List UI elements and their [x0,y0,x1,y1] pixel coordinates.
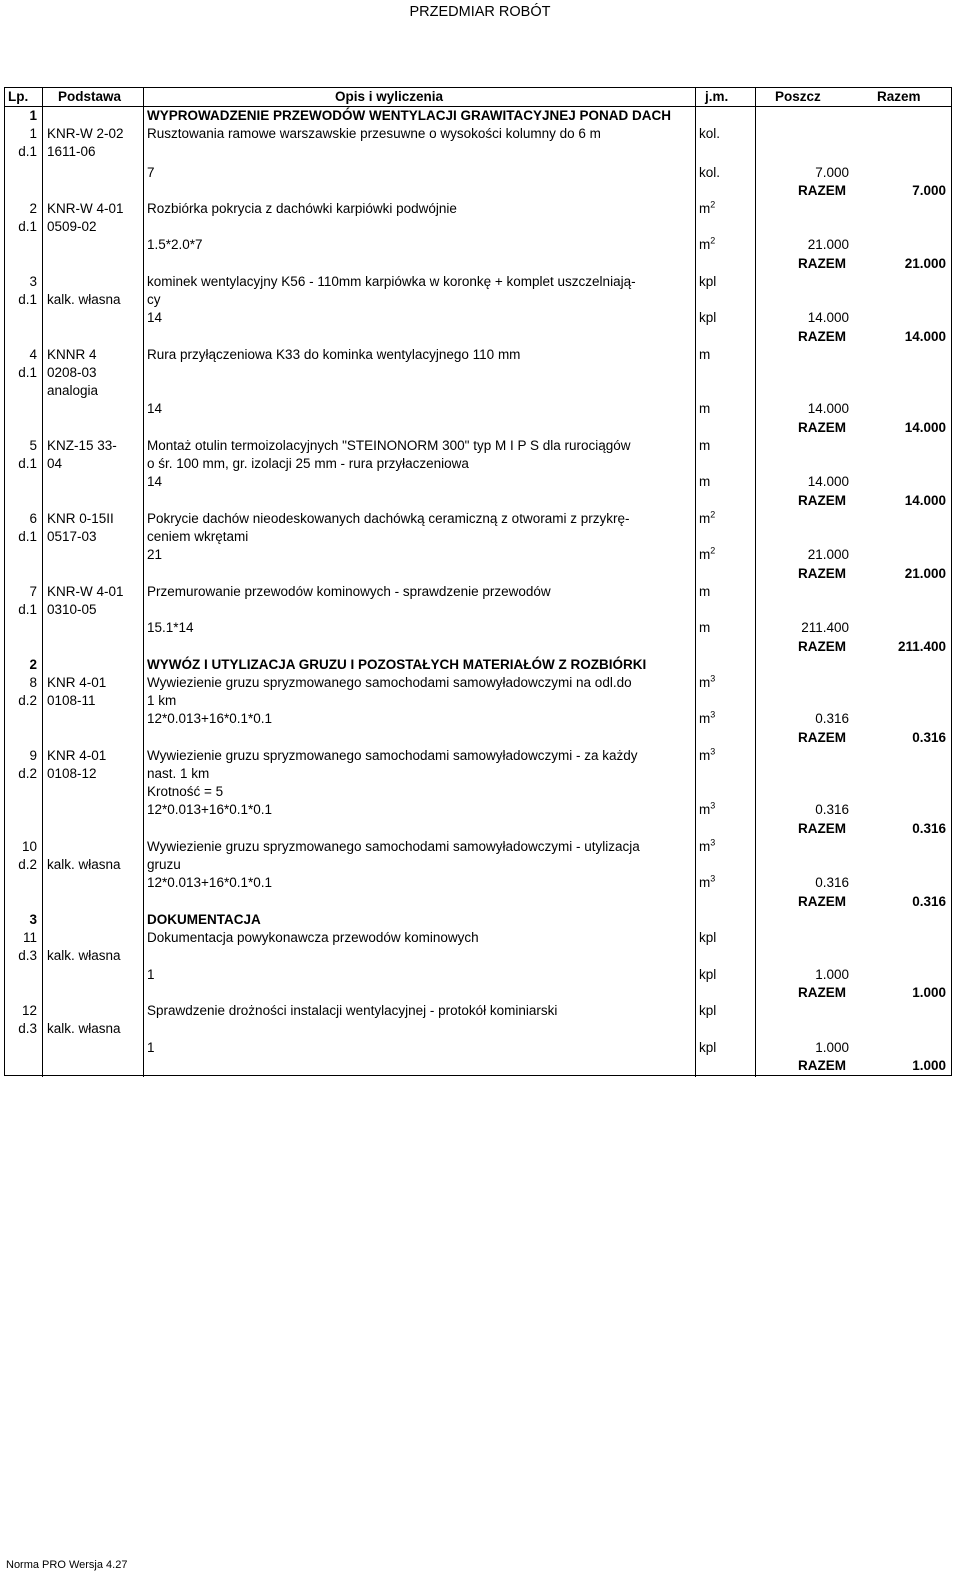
section-title: WYPROWADZENIE PRZEWODÓW WENTYLACJI GRAWITACYJNEJ PONAD DACH [147,108,672,123]
razem-value: 14.000 [904,420,946,435]
razem-value: 14.000 [904,329,946,344]
item-calc-unit: kpl [699,1040,717,1055]
item-lp-sub: d.3 [18,948,37,963]
section-title: DOKUMENTACJA [147,912,261,927]
item-podstawa-1: KNR-W 2-02 [47,126,124,141]
item-lp: 8 [29,675,37,690]
item-podstawa-1: KNR 4-01 [47,675,107,690]
item-description: Montaż otulin termoizolacyjnych "STEINONORM 300" typ M I P S dla rurociągów [147,438,631,453]
item-lp-sub: d.2 [18,766,37,781]
section-number: 1 [29,108,37,123]
item-lp: 11 [22,930,37,945]
item-podstawa-2: kalk. własna [47,1021,121,1036]
item-description-cont: gruzu [147,857,181,872]
item-calculation: 14 [147,401,163,416]
item-calculation: 1 [147,967,155,982]
item-calc-unit: $m^2$ [699,235,716,252]
item-lp-sub: d.2 [18,693,37,708]
item-lp: 6 [29,511,37,526]
item-description: Pokrycie dachów nieodeskowanych dachówką ceramiczną z otworami z przykrę- [147,511,630,526]
item-calc-value: 0.316 [815,875,849,890]
item-podstawa-2: kalk. własna [47,292,121,307]
item-calc-value: 1.000 [815,1040,849,1055]
column-divider [143,88,144,1077]
razem-label: RAZEM [798,985,846,1000]
item-calculation: 14 [147,474,163,489]
item-lp-sub: d.3 [18,1021,37,1036]
item-lp: 7 [29,584,37,599]
column-divider [42,88,43,1077]
item-lp: 3 [29,274,37,289]
item-lp-sub: d.1 [18,529,37,544]
item-lp-sub: d.1 [18,365,37,380]
header-razem: Razem [877,89,921,104]
header-opis: Opis i wyliczenia [335,89,444,104]
item-calculation: 7 [147,165,155,180]
item-calc-unit: m [699,620,711,635]
razem-label: RAZEM [798,493,846,508]
razem-value: 14.000 [904,493,946,508]
razem-label: RAZEM [798,420,846,435]
item-unit: m [699,347,711,362]
item-description: Rusztowania ramowe warszawskie przesuwne o wysokości kolumny do 6 m [147,126,601,141]
estimate-table [4,87,952,1076]
item-lp: 5 [29,438,37,453]
item-podstawa-2: kalk. własna [47,857,121,872]
item-calc-unit: kpl [699,967,717,982]
item-unit: $m^3$ [699,837,716,854]
item-unit: kol. [699,126,721,141]
razem-value: 7.000 [912,183,946,198]
item-calc-unit: m [699,474,711,489]
item-podstawa-1: KNR 0-15II [47,511,114,526]
item-calculation: 14 [147,310,163,325]
item-podstawa-2: 0108-11 [47,693,96,708]
item-calc-unit: $m^3$ [699,800,716,817]
item-description: Rozbiórka pokrycia z dachówki karpiówki podwójnie [147,201,457,216]
item-calc-value: 14.000 [807,401,849,416]
section-title: WYWÓZ I UTYLIZACJA GRUZU I POZOSTAŁYCH MATERIAŁÓW Z ROZBIÓRKI [147,657,647,672]
item-podstawa-2: 04 [47,456,63,471]
razem-label: RAZEM [798,256,846,271]
item-calc-value: 21.000 [807,547,849,562]
item-podstawa-1: KNNR 4 [47,347,97,362]
item-description-cont: ceniem wkrętami [147,529,249,544]
item-calc-unit: $m^3$ [699,709,716,726]
item-calc-value: 7.000 [815,165,849,180]
item-description-cont: cy [147,292,161,307]
item-unit: kpl [699,1003,717,1018]
item-description-cont: nast. 1 km [147,766,210,781]
item-description: Przemurowanie przewodów kominowych - sprawdzenie przewodów [147,584,551,599]
item-lp-sub: d.1 [18,292,37,307]
razem-value: 21.000 [904,566,946,581]
item-calc-unit: kpl [699,310,717,325]
item-calc-unit: kol. [699,165,721,180]
razem-label: RAZEM [798,639,846,654]
item-unit: $m^2$ [699,509,716,526]
item-lp-sub: d.1 [18,602,37,617]
razem-label: RAZEM [798,566,846,581]
item-lp: 12 [21,1003,37,1018]
item-lp: 9 [29,748,37,763]
item-calc-unit: m [699,401,711,416]
item-podstawa-2: 0108-12 [47,766,97,781]
item-podstawa-2: 0517-03 [47,529,97,544]
item-description: Dokumentacja powykonawcza przewodów kominowych [147,930,479,945]
item-podstawa-1: KNZ-15 33- [47,438,117,453]
item-calculation: 15.1*14 [147,620,194,635]
razem-value: 0.316 [912,894,946,909]
item-description-cont: o śr. 100 mm, gr. izolacji 25 mm - rura przyłaczeniowa [147,456,469,471]
item-lp-sub: d.1 [18,219,37,234]
item-unit: kpl [699,930,717,945]
item-lp-sub: d.1 [18,456,37,471]
item-description-cont: 1 km [147,693,177,708]
razem-label: RAZEM [798,894,846,909]
item-calc-value: 211.400 [801,620,849,635]
item-unit: $m^3$ [699,673,716,690]
item-calc-value: 14.000 [807,310,849,325]
item-calculation: 12*0.013+16*0.1*0.1 [147,711,272,726]
item-description: Sprawdzenie drożności instalacji wentylacyjnej - protokół kominiarski [147,1003,558,1018]
footer-version: Norma PRO Wersja 4.27 [6,1559,128,1571]
item-podstawa-3: analogia [47,383,99,398]
column-divider [695,88,696,1077]
item-unit: m [699,438,711,453]
item-calculation: 12*0.013+16*0.1*0.1 [147,802,272,817]
item-podstawa-1: KNR-W 4-01 [47,201,124,216]
item-calculation: 1 [147,1040,155,1055]
item-podstawa-1: KNR 4-01 [47,748,107,763]
razem-label: RAZEM [798,730,846,745]
razem-value: 0.316 [912,730,946,745]
item-description: Rura przyłączeniowa K33 do kominka wentylacyjnego 110 mm [147,347,521,362]
item-podstawa-2: kalk. własna [47,948,121,963]
razem-value: 1.000 [912,1058,946,1073]
razem-value: 0.316 [912,821,946,836]
item-calculation: 12*0.013+16*0.1*0.1 [147,875,272,890]
item-podstawa-2: 0310-05 [47,602,97,617]
item-calc-value: 0.316 [815,802,849,817]
header-podstawa: Podstawa [58,89,122,104]
item-calc-value: 21.000 [807,237,849,252]
header-poszcz: Poszcz [775,89,821,104]
item-calc-unit: $m^3$ [699,873,716,890]
item-lp-sub: d.1 [18,144,37,159]
razem-label: RAZEM [798,821,846,836]
item-podstawa-2: 0208-03 [47,365,97,380]
razem-value: 1.000 [912,985,946,1000]
item-calculation: 21 [147,547,163,562]
header-lp: Lp. [8,89,29,104]
item-unit: kpl [699,274,717,289]
item-lp-sub: d.2 [18,857,37,872]
item-description: Wywiezienie gruzu spryzmowanego samochodami samowyładowczymi - za każdy [147,748,638,763]
item-unit: $m^3$ [699,746,716,763]
item-lp: 4 [29,347,37,362]
item-calc-value: 1.000 [815,967,849,982]
razem-value: 21.000 [904,256,946,271]
header-jm: j.m. [705,89,729,104]
item-podstawa-1: KNR-W 4-01 [47,584,124,599]
item-lp: 1 [29,126,37,141]
item-calc-value: 14.000 [807,474,849,489]
razem-label: RAZEM [798,183,846,198]
item-calc-value: 0.316 [815,711,849,726]
item-lp: 2 [29,201,37,216]
item-unit: $m^2$ [699,199,716,216]
header-divider [5,106,951,107]
page-title: PRZEDMIAR ROBÓT [409,4,551,20]
item-multiplier: Krotność = 5 [147,784,224,799]
item-podstawa-2: 0509-02 [47,219,97,234]
item-calculation: 1.5*2.0*7 [147,237,203,252]
item-description: Wywiezienie gruzu spryzmowanego samochodami samowyładowczymi - utylizacja [147,839,640,854]
item-description: Wywiezienie gruzu spryzmowanego samochodami samowyładowczymi na odl.do [147,675,632,690]
section-number: 2 [29,657,37,672]
item-lp: 10 [21,839,37,854]
razem-label: RAZEM [798,329,846,344]
item-calc-unit: $m^2$ [699,545,716,562]
razem-label: RAZEM [798,1058,846,1073]
item-unit: m [699,584,711,599]
item-description: kominek wentylacyjny K56 - 110mm karpiówka w koronkę + komplet uszczelniają- [147,274,636,289]
section-number: 3 [29,912,37,927]
item-podstawa-2: 1611-06 [47,144,96,159]
razem-value: 211.400 [897,639,946,654]
column-divider [755,88,756,1077]
